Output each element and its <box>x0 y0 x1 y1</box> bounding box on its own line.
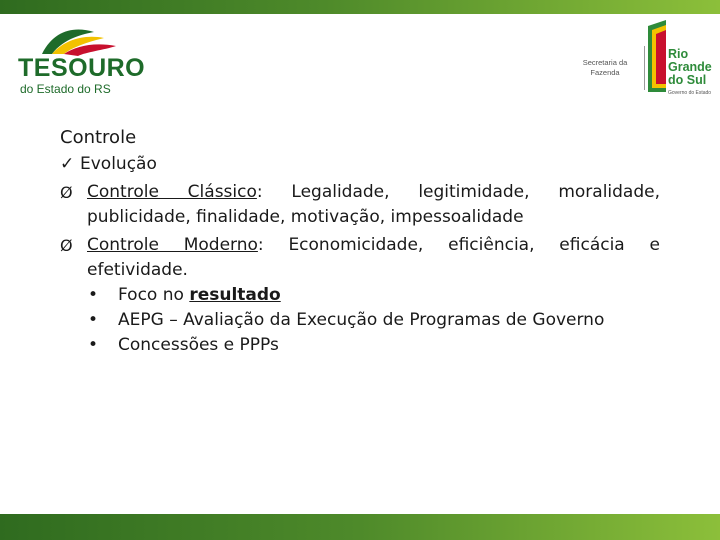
sub-list-item <box>60 308 660 333</box>
rio-grande-do-sul-text <box>668 48 712 87</box>
subtitle-line <box>60 152 660 177</box>
subtitle-text: Evolução <box>80 154 157 174</box>
secretaria-fazenda-label: Secretaria da Fazenda <box>582 58 628 77</box>
sub-item-text: Concessões e PPPs <box>118 335 279 355</box>
rs-government-logo <box>568 20 713 100</box>
tesouro-flag-icon <box>34 24 124 58</box>
item-text: : Economicidade, eficiência, eficácia e efetividade. <box>87 235 660 280</box>
rs-line-2: Grande <box>668 60 712 74</box>
rs-line-1: Rio <box>668 47 689 61</box>
list-item <box>60 180 660 230</box>
sub-item-emphasis: resultado <box>189 285 281 305</box>
slide-content <box>60 125 660 358</box>
arrow-bullet-icon: Ø <box>60 236 73 255</box>
logo-divider <box>644 46 645 90</box>
sub-item-text: Foco no <box>118 285 190 305</box>
rs-line-3: do Sul <box>668 73 707 87</box>
dot-bullet-icon: • <box>88 335 99 355</box>
dot-bullet-icon: • <box>88 285 99 305</box>
checkmark-icon: ✓ <box>60 154 75 174</box>
slide-title: Controle <box>60 127 137 148</box>
sub-list <box>60 283 660 358</box>
top-green-bar <box>0 0 720 14</box>
sub-list-item <box>60 283 660 308</box>
arrow-bullet-icon: Ø <box>60 183 73 202</box>
item-label: Controle Moderno <box>87 235 258 255</box>
tesouro-logo <box>14 24 146 96</box>
tesouro-subtitle: do Estado do RS <box>20 82 111 96</box>
dot-bullet-icon: • <box>88 310 99 330</box>
rs-emblem-icon <box>646 20 668 94</box>
tesouro-name: TESOURO <box>18 54 146 82</box>
sub-list-item <box>60 333 660 358</box>
item-text: : Legalidade, legitimidade, moralidade, publicidade, finalidade, motivação, impessoalidade <box>87 182 660 227</box>
list-item <box>60 233 660 283</box>
governo-do-estado-label: Governo do Estado <box>668 90 712 96</box>
bottom-green-bar <box>0 514 720 540</box>
item-label: Controle Clássico <box>87 182 257 202</box>
sub-item-text: AEPG – Avaliação da Execução de Programas de Governo <box>118 310 605 330</box>
